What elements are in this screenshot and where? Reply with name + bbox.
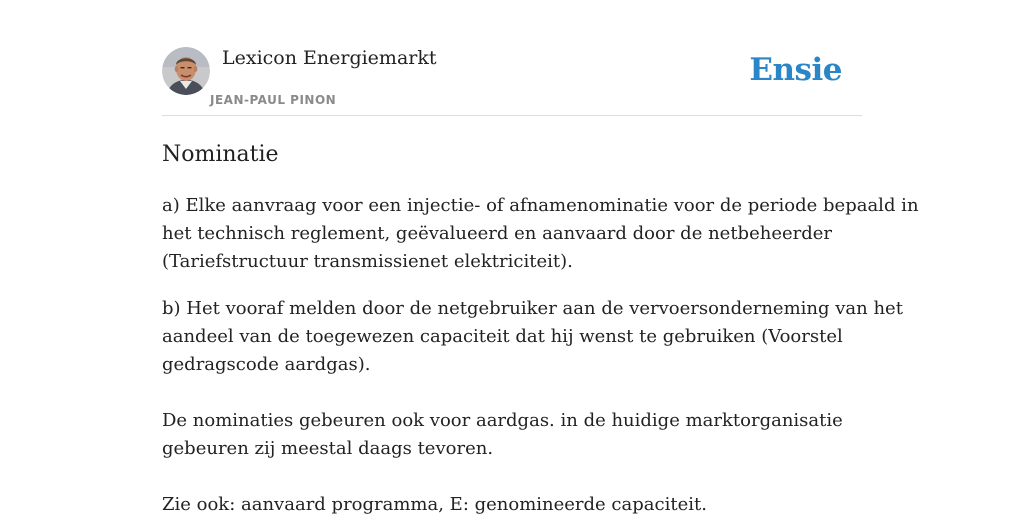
text-line: De nominaties gebeuren ook voor aardgas. in de huidige marktorganisatie [162,410,843,431]
book-title[interactable]: Lexicon Energiemarkt [222,47,437,69]
note-paragraph [162,407,862,463]
text-line: aandeel van de toegewezen capaciteit dat hij wenst te gebruiken (Voorstel [162,326,843,347]
entry-title: Nominatie [162,142,279,167]
text-line: b) Het vooraf melden door de netgebruiker aan de vervoersonderneming van het [162,298,903,319]
definition-paragraph-b [162,295,903,379]
entry-page [162,0,919,515]
author-portrait-image [162,47,210,95]
definition-paragraph-a [162,192,919,276]
text-line: gedragscode aardgas). [162,354,371,375]
author-avatar[interactable] [162,47,210,95]
text-line: (Tariefstructuur transmissienet elektriciteit). [162,251,573,272]
entry-header [162,0,862,116]
see-also-paragraph [162,491,862,519]
text-line: gebeuren zij meestal daags tevoren. [162,438,494,459]
text-line: het technisch reglement, geëvalueerd en aanvaard door de netbeheerder [162,223,833,244]
see-also-text[interactable]: Zie ook: aanvaard programma, E: genomineerde capaciteit. [162,494,707,515]
author-name[interactable]: JEAN-PAUL PINON [210,93,337,107]
brand-logo[interactable]: Ensie [749,52,842,88]
text-line: a) Elke aanvraag voor een injectie- of afnamenominatie voor de periode bepaald in [162,195,919,216]
entry-content [162,192,919,519]
